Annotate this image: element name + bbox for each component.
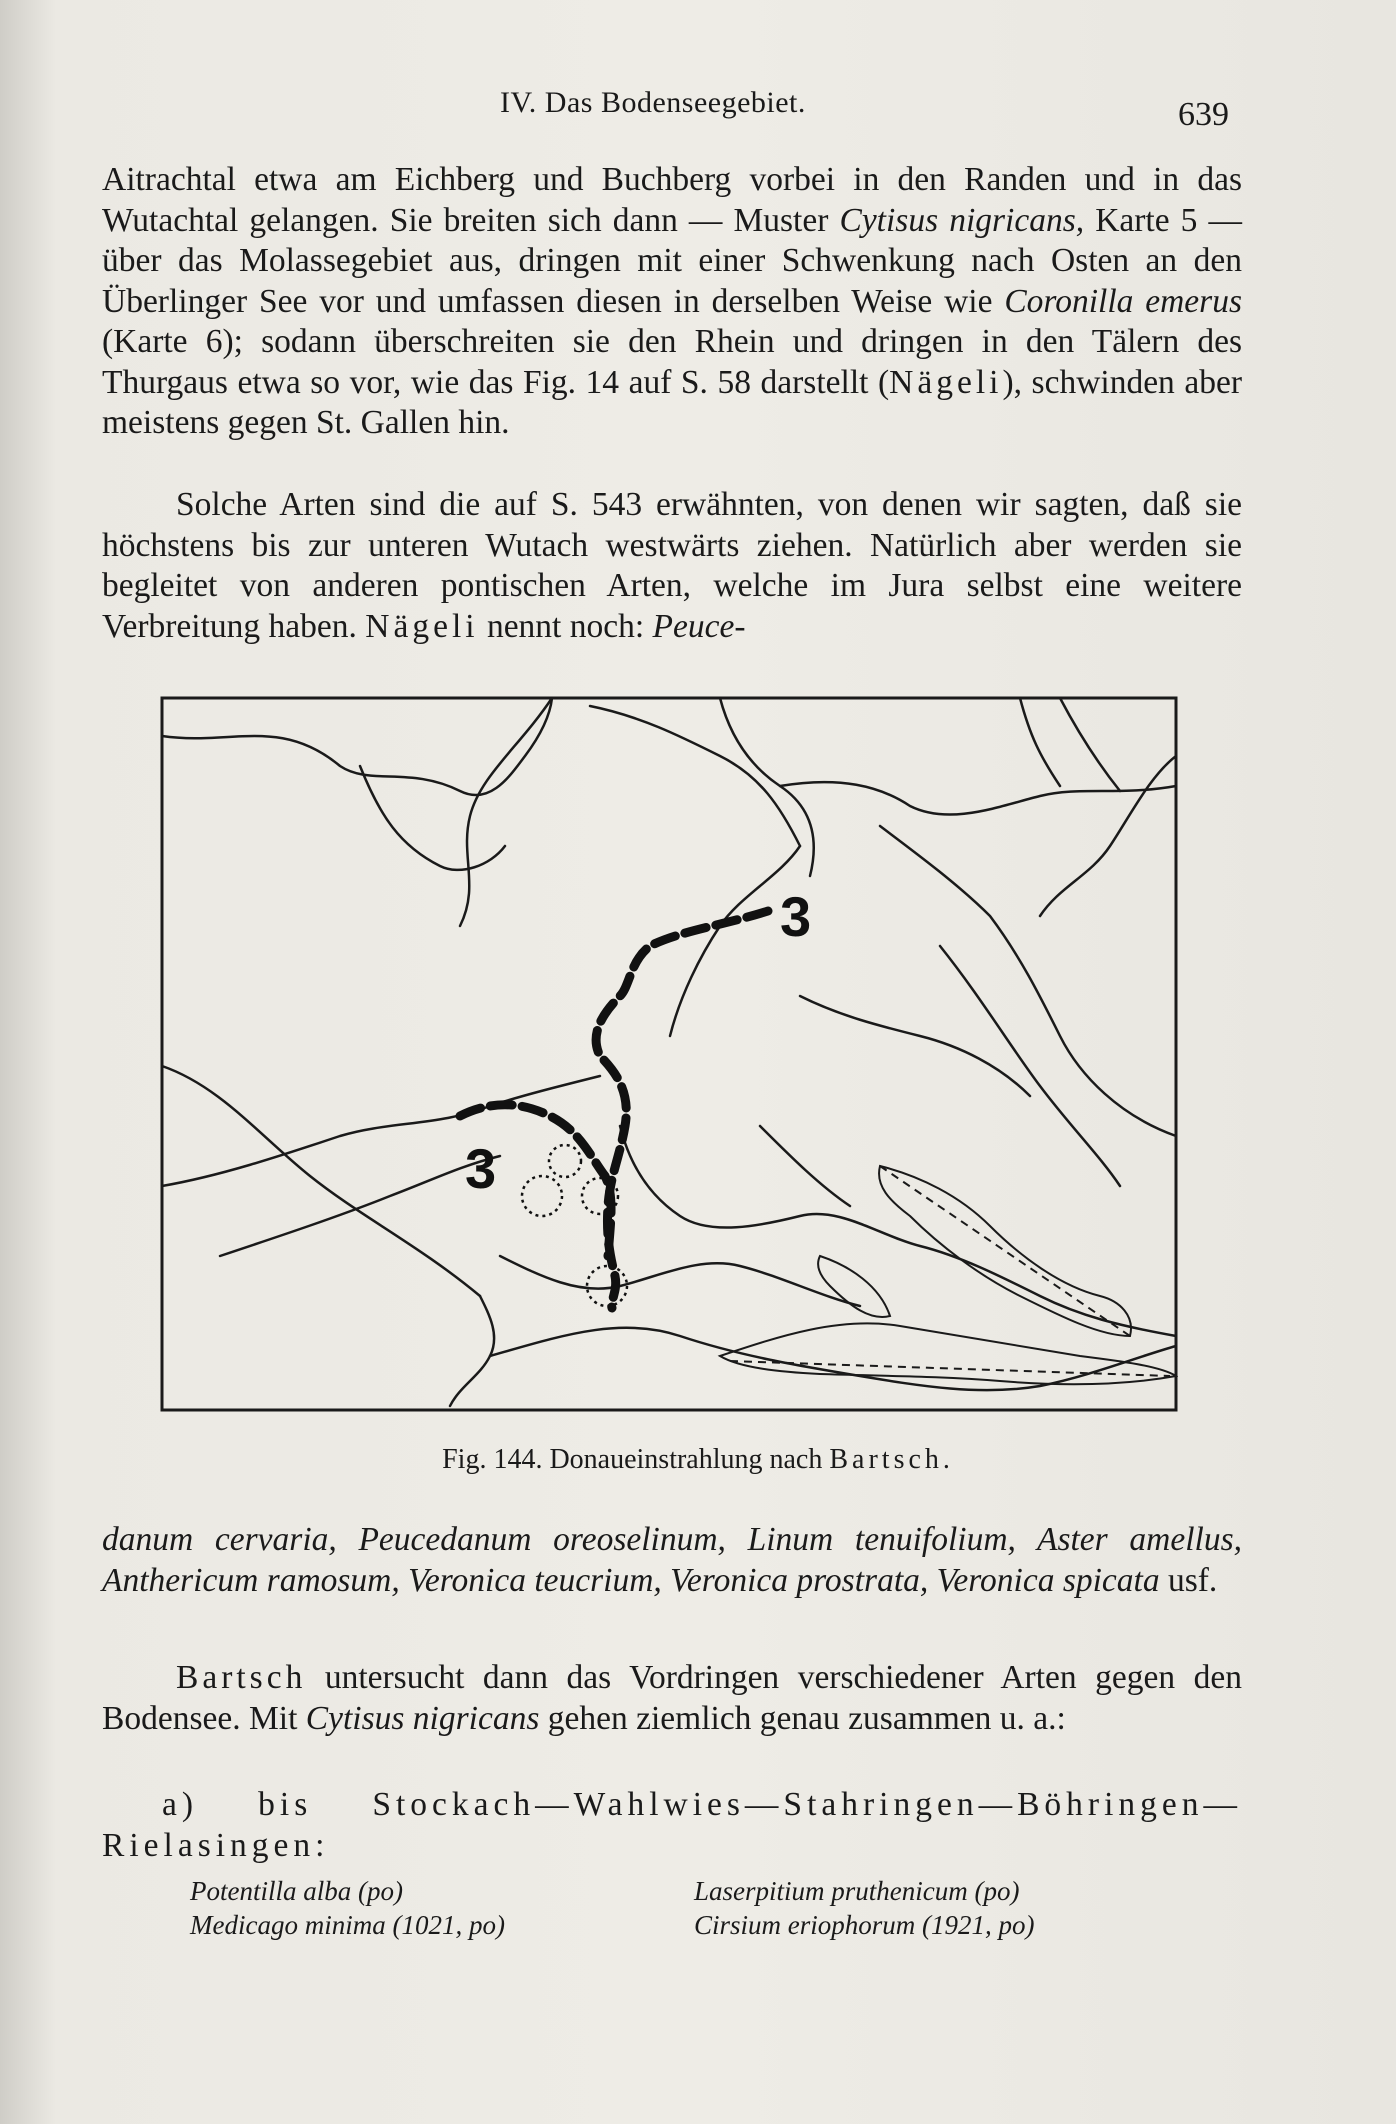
species-list-inline: danum cervaria, Peucedanum oreoselinum, Linum tenuifolium, Aster amellus, Anthericum ramosum, Veronica teucrium, Veronica prostrata, Veronica spicata	[102, 1521, 1242, 1599]
page-header	[0, 82, 1396, 132]
map-frame	[162, 698, 1176, 1410]
lakes	[720, 1166, 1176, 1384]
caption-author: Bartsch.	[829, 1444, 954, 1475]
lake-hatch	[880, 1166, 1130, 1336]
caption-text: Fig. 144. Donaueinstrahlung nach	[442, 1444, 830, 1475]
river-line	[450, 1296, 494, 1406]
species-column-left	[190, 1874, 505, 1942]
paragraph-4	[102, 1658, 1242, 1739]
river-line	[500, 1256, 860, 1306]
distribution-map	[160, 696, 1178, 1412]
species-entry: Cirsium eriophorum (1921, po)	[694, 1910, 1035, 1940]
river-line	[460, 698, 552, 926]
text-run: Karte 5 — über das Molassegebiet aus, dringen mit einer Schwenkung nach Osten an den Überlinger See vor und umfassen diesen in derselben Weise wie	[102, 201, 1242, 320]
species-name: Peuce-	[652, 607, 746, 645]
species-name: Cytisus nigricans,	[839, 201, 1085, 239]
river-line	[162, 1076, 600, 1186]
text-run: Solche Arten sind die auf S. 543 erwähnten, von denen wir sagten, daß sie höchstens bis zur unteren Wutach westwärts ziehen. Natürlich aber werden sie begleitet von anderen pontischen Arten, welche im Jura selbst eine weitere Verbreitung haben.	[102, 486, 1242, 645]
author-name: Bartsch	[176, 1659, 307, 1696]
text-run: (Karte 6); sodann überschreiten sie den Rhein und dringen in den Tälern des Thurgaus etwa so vor, wie das Fig. 14 auf S. 58 darstellt (	[102, 323, 1242, 401]
river-line	[800, 996, 1030, 1096]
river-line	[490, 1328, 1176, 1390]
text-run: ), schwinden aber meistens gegen St. Gallen hin.	[102, 363, 1242, 441]
river-line	[1040, 756, 1176, 916]
outlier-patch	[549, 1145, 581, 1177]
river-line	[162, 698, 552, 795]
river-line	[1020, 698, 1060, 786]
range-line-east	[596, 911, 768, 1308]
map-label-3-left: 3	[465, 1137, 497, 1200]
locality-heading: a) bis Stockach—Wahlwies—Stahringen—Böhringen—Rielasingen:	[102, 1786, 1242, 1864]
species-name: Cytisus nigricans	[305, 1699, 540, 1737]
river-line	[162, 1066, 480, 1296]
range-boundary-3	[460, 911, 768, 1308]
page-number: 639	[1178, 96, 1229, 133]
species-name: Coronilla emerus	[1004, 282, 1242, 320]
species-entry: Laserpitium pruthenicum (po)	[694, 1876, 1020, 1906]
river-line	[620, 1126, 1176, 1336]
text-run: gehen ziemlich genau zusammen u. a.:	[539, 1699, 1066, 1737]
text-run: untersucht dann das Vordringen verschiedener Arten gegen den Bodensee. Mit	[102, 1659, 1242, 1737]
lake-outline	[818, 1256, 890, 1317]
outlier-patch	[522, 1176, 562, 1216]
running-title: IV. Das Bodenseegebiet.	[500, 86, 806, 119]
text-run: usf.	[1159, 1561, 1218, 1599]
river-line	[1060, 698, 1120, 791]
river-line	[720, 698, 814, 876]
text-run: nennt noch:	[478, 607, 653, 645]
river-line	[760, 1126, 850, 1206]
paragraph-3	[102, 1520, 1242, 1601]
map-label-3-right: 3	[780, 885, 812, 948]
author-name: Nägeli	[365, 607, 479, 645]
paragraph-1	[102, 160, 1242, 444]
species-entry: Medicago minima (1021, po)	[190, 1910, 505, 1940]
paragraph-2	[102, 485, 1242, 647]
species-column-right	[694, 1874, 1035, 1942]
species-entry: Potentilla alba (po)	[190, 1876, 403, 1906]
river-line	[220, 1156, 500, 1256]
figure-caption	[0, 1444, 1396, 1476]
author-name: Nägeli	[889, 363, 1003, 401]
rivers	[162, 698, 1176, 1406]
text-run: Aitrachtal etwa am Eichberg und Buchberg vorbei in den Randen und in das Wutachtal gelangen. Sie breiten sich dann — Muster	[102, 161, 1242, 239]
river-line	[940, 946, 1120, 1186]
river-line	[880, 826, 1176, 1136]
